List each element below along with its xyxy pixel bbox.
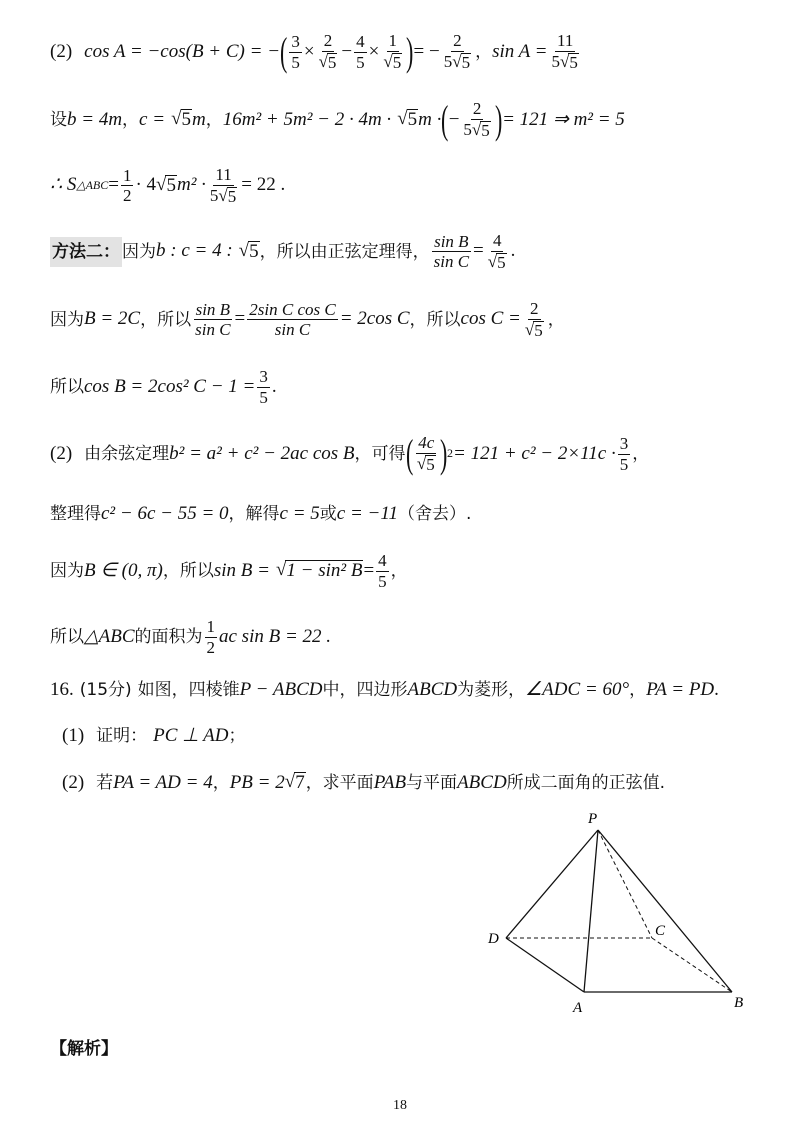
fraction: $\frac{3}{5}$: [259, 367, 268, 407]
label-A: A: [573, 1000, 583, 1016]
label-B: B: [734, 995, 744, 1011]
fraction: 2 5 √ 5: [443, 31, 471, 72]
fraction: 2 √ 5: [318, 31, 337, 72]
analysis-heading: 【解析】: [50, 1039, 118, 1059]
fraction: 2 √ 5: [524, 299, 543, 340]
line-cosA: (2) cos A = −cos(B + C) = − ( $\frac{3}{5}$ × 2 √ 5 − $\frac{4}{5}$ × 1 √ 5 ) = − 2 5 √ 5 ， sin A = 11 5 √ 5: [50, 32, 760, 72]
question-16-part2: (2) 若 PA = AD = 4 ， PB = 2 √ 7 ，求平面 PAB 与平面 ABCD 所成二面角的正弦值.: [62, 771, 666, 793]
fraction: $\frac{3}{5}$: [291, 31, 300, 72]
line-area-method1: ∴ S △ABC = $\frac{1}{2}$ · 4 √ 5 m² · 11 5 √ 5 = 22 .: [50, 165, 286, 206]
fraction: $\frac{4}{5}$: [356, 31, 365, 72]
label-D: D: [488, 931, 499, 947]
fraction: $\frac{1}{2}$: [122, 165, 132, 206]
question-16-stem: 16. (15分) 如图，四棱锥 P − ABCD 中，四边形 ABCD 为菱形， ∠ADC = 60° ， PA = PD .: [50, 679, 719, 701]
fraction: $\frac{\text{sin B}}{\text{sin C}}$: [195, 299, 231, 340]
fraction: $\frac{\text{sin B}}{\text{sin C}}$: [433, 231, 470, 272]
edge-PD: [506, 830, 598, 938]
method-two-tag: 方法二：: [50, 237, 122, 268]
line-b-equals-2c: 因为 B = 2C ，所以 $\frac{\text{sin B}}{\text{sin C}}$ = $\frac{\text{2sin C cos C}}{\text{sin C}}$ = 2cos C ，所以 cos C = 2 √ 5 ，: [50, 299, 565, 340]
line-area-method2: 所以 △ABC 的面积为 $\frac{1}{2}$ ac sin B = 22 .: [50, 617, 332, 657]
fraction: 2 5 √ 5: [463, 99, 490, 140]
fraction: 11 5 √ 5: [209, 165, 237, 206]
edge-PA: [584, 830, 598, 992]
edge-CB: [652, 938, 732, 992]
label-P: P: [588, 811, 598, 827]
line-solve-c: 整理得 c² − 6c − 55 = 0 ，解得 c = 5 或 c = −11 （舍去）.: [50, 503, 472, 525]
edge-PC: [598, 830, 652, 938]
page-number: 18: [393, 1098, 407, 1113]
fraction: $\frac{4}{5}$: [378, 551, 387, 591]
fraction: $\frac{3}{5}$: [619, 433, 629, 474]
label-C: C: [655, 923, 666, 939]
fraction: $\frac{\text{2sin C cos C}}{\text{sin C}}$: [249, 299, 336, 340]
pyramid-figure: [480, 805, 760, 1020]
fraction: 11 5 √ 5: [551, 31, 578, 72]
edge-PB: [598, 830, 732, 992]
line-set-b-c: 设 b = 4m ， c = √ 5 m ， 16m² + 5m² − 2 · 4m · √ 5 m · ( − 2 5 √ 5 ) = 121 ⇒ m² = 5: [50, 97, 625, 142]
fraction: 4c √ 5: [416, 433, 435, 474]
fraction: 4 √ 5: [487, 231, 506, 272]
line-sinB: 因为 B ∈ (0, π) ，所以 sin B = √ 1 − sin² B = $\frac{4}{5}$ ，: [50, 551, 408, 591]
line-method2: 方法二： 因为 b : c = 4 : √ 5 ，所以由正弦定理得， $\frac{\text{sin B}}{\text{sin C}}$ = 4 √ 5 .: [52, 231, 516, 272]
edge-DA: [506, 938, 584, 992]
line-cosine-law: (2) 由余弦定理 b² = a² + c² − 2ac cos B ，可得 ( 4c √ 5 ) 2 = 121 + c² − 2×11c · $\frac{3}{5}$ ，: [50, 431, 650, 476]
fraction: 1 √ 5: [383, 31, 402, 72]
question-16-part1: (1) 证明： PC ⊥ AD ；: [62, 725, 246, 747]
line-cosB: 所以 cos B = 2cos² C − 1 = $\frac{3}{5}$ .: [50, 367, 277, 407]
fraction: $\frac{1}{2}$: [206, 617, 215, 657]
